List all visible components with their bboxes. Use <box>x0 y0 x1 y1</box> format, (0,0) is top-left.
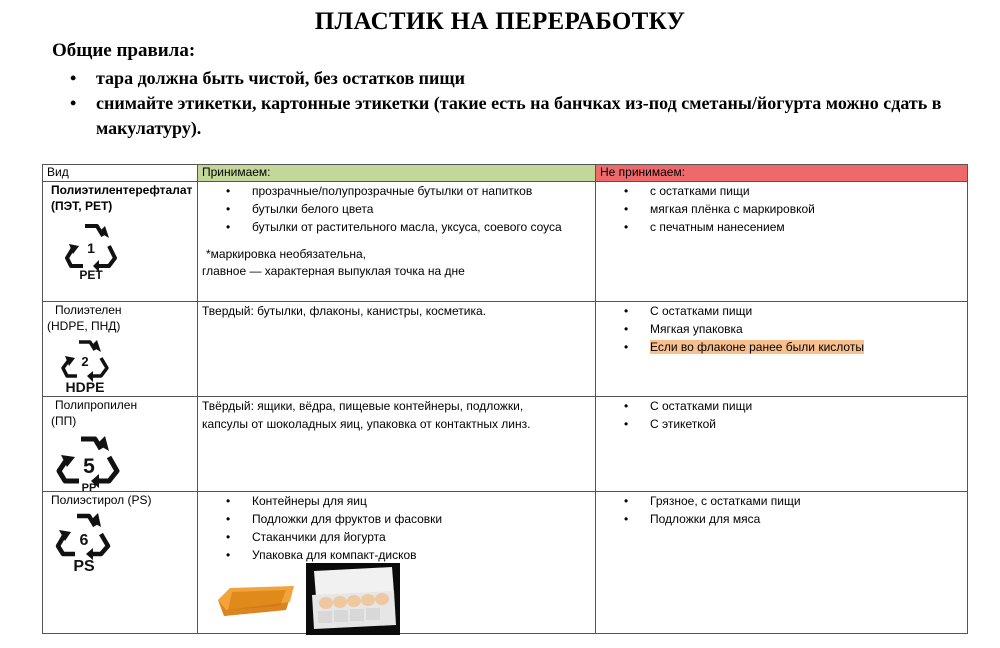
list-item: • С этикеткой <box>600 415 963 433</box>
symbol-number: 2 <box>81 354 89 369</box>
reject-list <box>600 492 963 528</box>
type-cell <box>43 182 198 302</box>
type-name: Полиэтелен <box>55 303 122 317</box>
foam-tray-image <box>216 580 296 620</box>
list-item: • Упаковка для компакт-дисков <box>202 546 591 564</box>
highlighted-text: Если во флаконе ранее были кислоты <box>650 340 864 354</box>
accept-text: капсулы от шоколадных яиц, упаковка от контактных линз. <box>202 417 531 431</box>
symbol-number: 1 <box>87 240 95 256</box>
header-accept: Принимаем: <box>198 165 596 182</box>
accept-text: Твёрдый: ящики, вёдра, пищевые контейнеры, подложки, <box>202 399 524 413</box>
page-title: ПЛАСТИК НА ПЕРЕРАБОТКУ <box>314 8 686 35</box>
list-item: • С остатками пищи <box>600 397 963 415</box>
list-item <box>600 338 963 356</box>
table-row <box>43 182 968 302</box>
table-row <box>43 397 968 492</box>
header-reject: Не принимаем: <box>596 165 968 182</box>
note-line: *маркировка необязательна, <box>206 247 366 261</box>
symbol-code: PS <box>73 558 95 572</box>
recycling-symbol-icon <box>59 218 193 280</box>
list-item: • Подложки для мяса <box>600 510 963 528</box>
accept-list <box>202 182 591 236</box>
symbol-code: PP <box>81 482 97 491</box>
list-item: • бутылки белого цвета <box>202 200 591 218</box>
reject-list <box>600 182 963 236</box>
rule-item: • тара должна быть чистой, без остатков пищи <box>52 66 982 91</box>
accept-cell <box>198 182 596 302</box>
type-name: Полипропилен <box>55 398 138 412</box>
reject-list <box>600 302 963 356</box>
type-cell <box>43 397 198 492</box>
type-cell <box>43 492 198 634</box>
reject-cell <box>596 182 968 302</box>
symbol-number: 5 <box>83 455 95 478</box>
list-item: • Контейнеры для яиц <box>202 492 591 510</box>
accept-cell <box>198 397 596 492</box>
symbol-number: 6 <box>79 532 89 549</box>
note-line: главное — характерная выпуклая точка на дне <box>202 264 465 278</box>
list-item: • мягкая плёнка с маркировкой <box>600 200 963 218</box>
reject-cell <box>596 397 968 492</box>
accept-text: Твердый: бутылки, флаконы, канистры, косметика. <box>202 304 487 318</box>
type-name: Полиэстирол (PS) <box>51 493 152 507</box>
type-name: (ПП) <box>51 414 77 428</box>
type-name: (HDPE, ПНД) <box>47 319 121 333</box>
reject-list <box>600 397 963 433</box>
rule-item: • снимайте этикетки, картонные этикетки (такие есть на банчках из-под сметаны/йогурта можно сдать в макулатуру). <box>52 91 982 141</box>
recycling-symbol-icon <box>53 510 193 572</box>
list-item: • Подложки для фруктов и фасовки <box>202 510 591 528</box>
type-name: Полиэтилентерефталат (ПЭТ, PET) <box>51 183 193 213</box>
list-item: • с печатным нанесением <box>600 218 963 236</box>
rules-heading: Общие правила: <box>52 40 196 61</box>
recycling-symbol-icon <box>57 336 193 394</box>
accept-list <box>202 492 591 564</box>
table-header-row <box>43 165 968 182</box>
table-row <box>43 302 968 397</box>
reject-cell <box>596 302 968 397</box>
reject-cell <box>596 492 968 634</box>
accept-cell <box>198 302 596 397</box>
plastic-table <box>42 164 968 634</box>
list-item: • прозрачные/полупрозрачные бутылки от напитков <box>202 182 591 200</box>
header-type: Вид <box>43 165 198 182</box>
list-item: • Грязное, с остатками пищи <box>600 492 963 510</box>
list-item: • бутылки от растительного масла, уксуса, соевого соуса <box>202 218 591 236</box>
list-item: • Стаканчики для йогурта <box>202 528 591 546</box>
list-item: • Мягкая упаковка <box>600 320 963 338</box>
symbol-code: PET <box>79 268 103 280</box>
accept-note <box>202 246 591 280</box>
recycling-symbol-icon <box>53 431 193 491</box>
list-item: • С остатками пищи <box>600 302 963 320</box>
list-item: • с остатками пищи <box>600 182 963 200</box>
egg-carton-image <box>306 563 400 635</box>
symbol-code: HDPE <box>65 379 105 394</box>
table-row <box>43 492 968 634</box>
rules-list <box>52 66 982 141</box>
type-cell <box>43 302 198 397</box>
